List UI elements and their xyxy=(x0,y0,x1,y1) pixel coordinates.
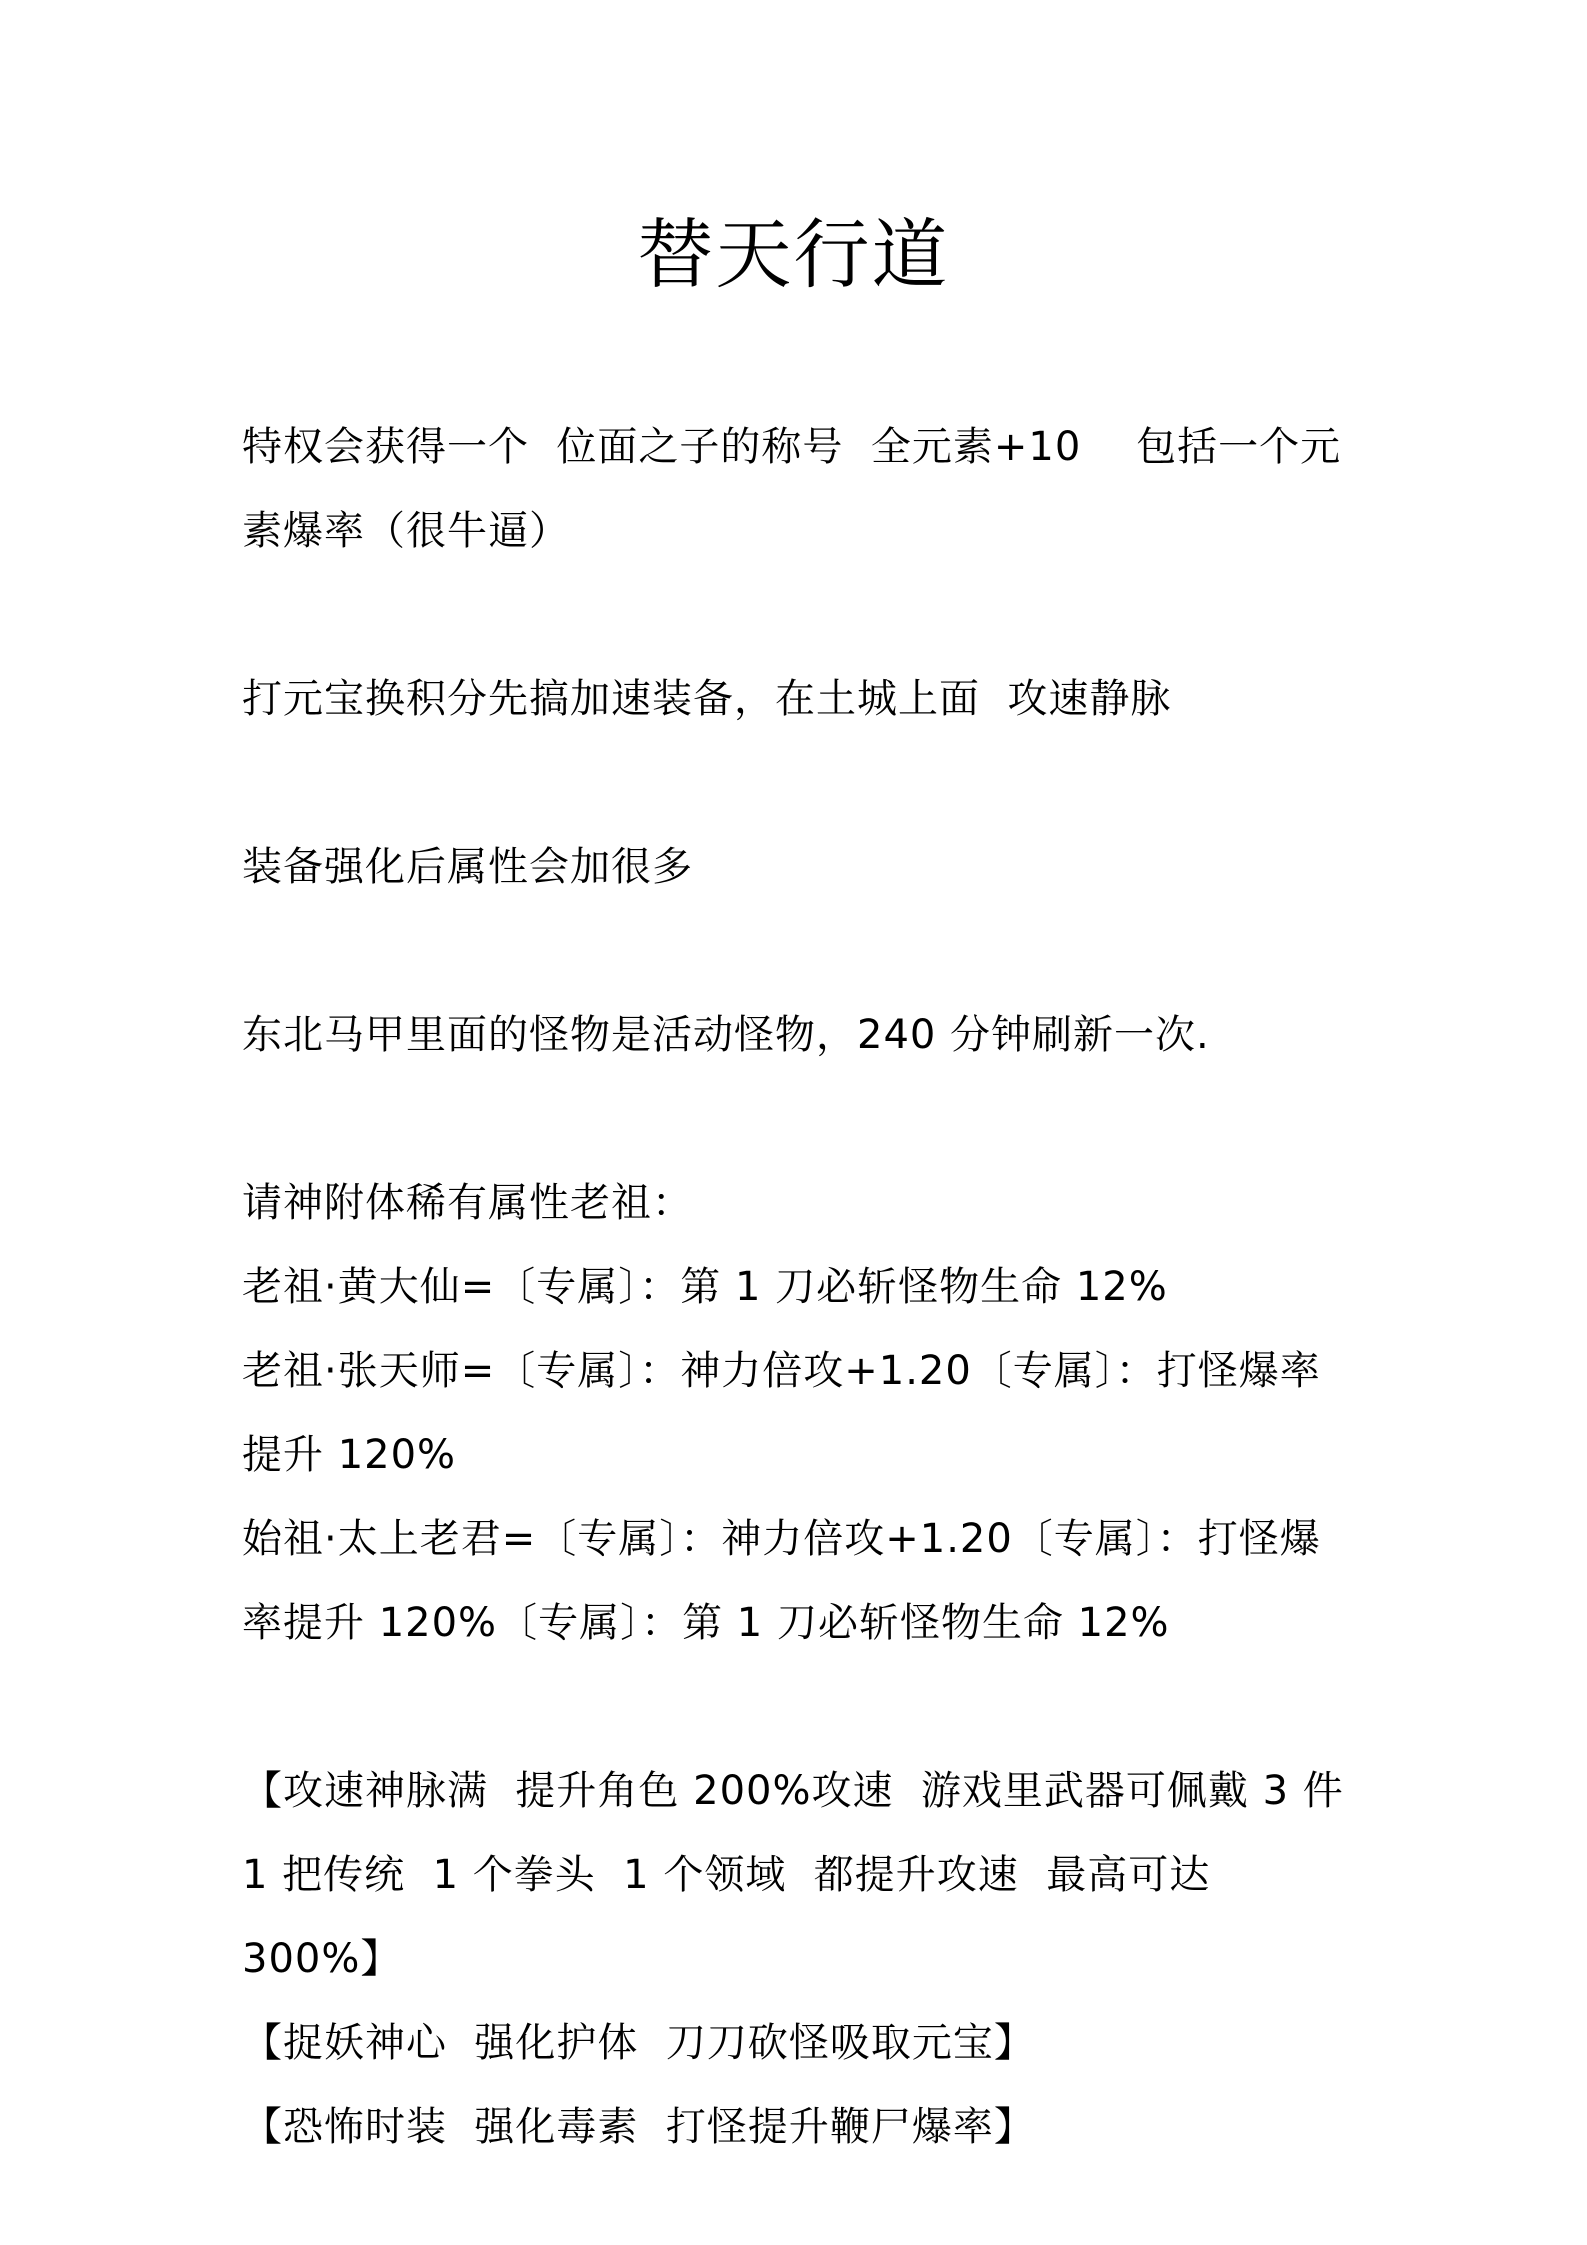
paragraph-ancestor-zhangtianshi: 老祖·张天师=〔专属〕：神力倍攻+1.20〔专属〕：打怪爆率提升 120% xyxy=(242,1348,1321,1478)
paragraph-spacer xyxy=(242,1665,1357,1749)
paragraph-spacer xyxy=(242,741,1357,825)
paragraph-ancestor-heading: 请神附体稀有属性老祖： xyxy=(242,1180,693,1226)
paragraph-privilege: 特权会获得一个 位面之子的称号 全元素+10 包括一个元素爆率（很牛逼） xyxy=(242,424,1342,554)
paragraph-ancestor-huangdaxian: 老祖·黄大仙=〔专属〕：第 1 刀必斩怪物生命 12% xyxy=(242,1264,1168,1310)
document-title: 替天行道 xyxy=(637,210,950,299)
paragraph-horror-costume: 【恐怖时装 强化毒素 打怪提升鞭尸爆率】 xyxy=(242,2104,1035,2150)
paragraph-spacer xyxy=(242,1077,1357,1161)
paragraph-demon-heart: 【捉妖神心 强化护体 刀刀砍怪吸取元宝】 xyxy=(242,2020,1035,2066)
paragraph-enhancement: 装备强化后属性会加很多 xyxy=(242,844,693,890)
paragraph-event-monsters: 东北马甲里面的怪物是活动怪物，240 分钟刷新一次. xyxy=(242,1012,1210,1058)
paragraph-ancestor-taishanglaojun: 始祖·太上老君=〔专属〕：神力倍攻+1.20〔专属〕：打怪爆率提升 120%〔专属〕：第 1 刀必斩怪物生命 12% xyxy=(242,1516,1321,1646)
document-body xyxy=(242,405,1372,2169)
paragraph-ingot-exchange: 打元宝换积分先搞加速装备，在土城上面 攻速静脉 xyxy=(242,676,1172,722)
paragraph-attack-speed: 【攻速神脉满 提升角色 200%攻速 游戏里武器可佩戴 3 件 1 把传统 1 个拳头 1 个领域 都提升攻速 最高可达 300%】 xyxy=(242,1768,1372,1982)
paragraph-spacer xyxy=(242,573,1357,657)
paragraph-spacer xyxy=(242,909,1357,993)
